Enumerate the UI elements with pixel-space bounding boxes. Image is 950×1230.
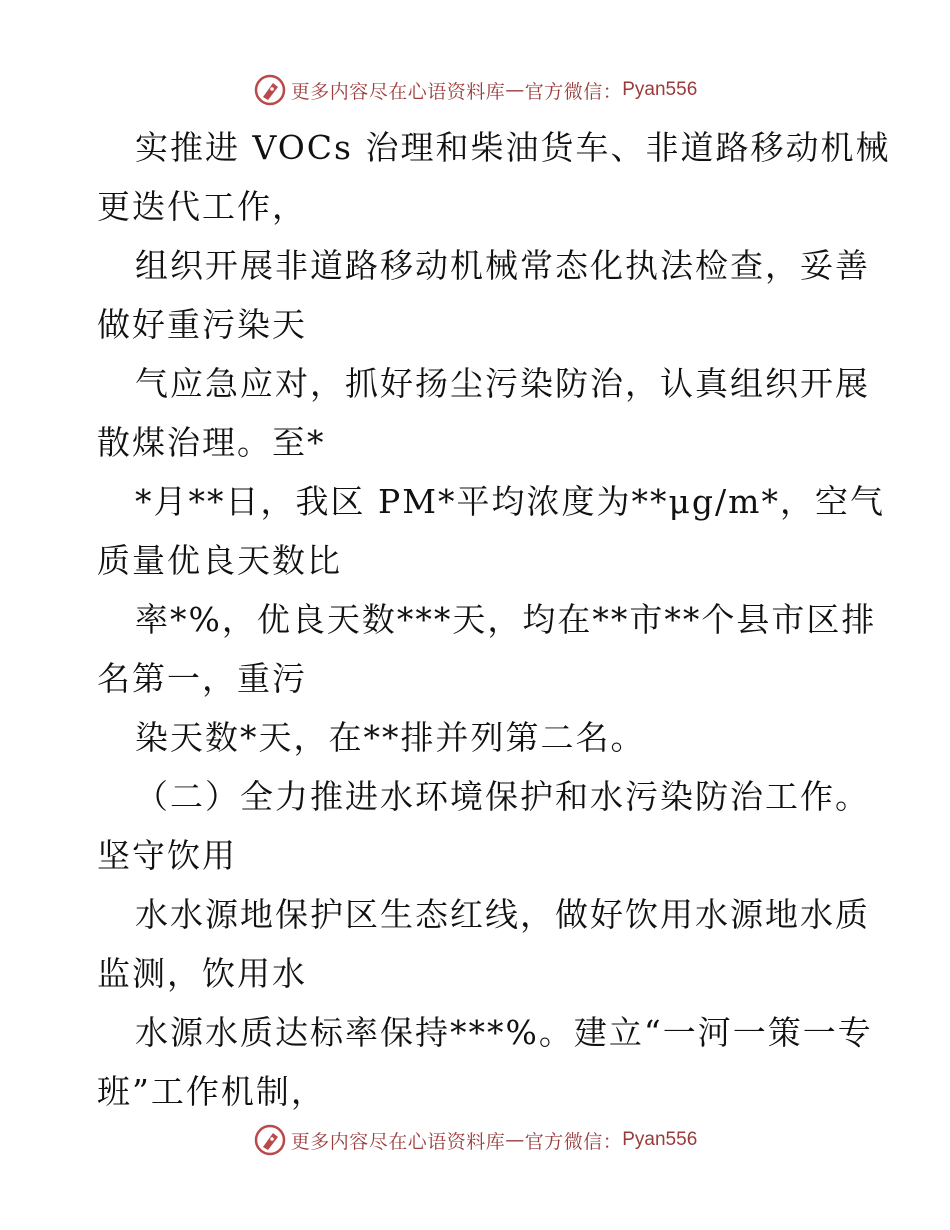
text-line: 坚守饮用 <box>97 836 237 875</box>
text-line: *月**日，我区 PM*平均浓度为**μg/m*，空气 <box>135 482 885 521</box>
text-line: 水水源地保护区生态红线，做好饮用水源地水质 <box>135 895 870 934</box>
text-line: 气应急应对，抓好扬尘污染防治，认真组织开展 <box>135 364 870 403</box>
watermark-dash: — <box>505 79 525 101</box>
text-line: 水源水质达标率保持***%。建立“一河一策一专 <box>135 1013 873 1052</box>
section-heading-line: （二）全力推进水环境保护和水污染防治工作。 <box>135 777 870 816</box>
watermark-id: Pyan556 <box>622 1129 698 1150</box>
watermark-contact: 官方微信： <box>524 1130 623 1153</box>
watermark-brand: 更多内容尽在心语资料库 <box>290 80 506 103</box>
text-line: 班”工作机制， <box>97 1072 326 1111</box>
text-line: 实推进 VOCs 治理和柴油货车、非道路移动机械 <box>135 128 891 167</box>
text-line: 率*%，优良天数***天，均在**市**个县市区排 <box>135 600 877 639</box>
watermark-contact: 官方微信： <box>524 80 623 103</box>
watermark-brand: 更多内容尽在心语资料库 <box>290 1130 506 1153</box>
text-line: 做好重污染天 <box>97 305 307 344</box>
text-line: 名第一，重污 <box>97 659 307 698</box>
pen-nib-logo-icon <box>253 73 287 107</box>
footer-watermark <box>0 1120 950 1160</box>
text-line: 组织开展非道路移动机械常态化执法检查，妥善 <box>135 246 870 285</box>
pen-nib-logo-icon <box>253 1123 287 1157</box>
text-line: 散煤治理。至* <box>97 423 326 462</box>
body-text <box>97 118 891 1121</box>
text-line: 监测，饮用水 <box>97 954 307 993</box>
text-line: 质量优良天数比 <box>97 541 342 580</box>
watermark-id: Pyan556 <box>622 79 698 100</box>
header-watermark <box>0 70 950 110</box>
text-line: 染天数*天，在**排并列第二名。 <box>135 718 646 757</box>
text-line: 更迭代工作， <box>97 187 307 226</box>
watermark-dash: — <box>505 1129 525 1151</box>
